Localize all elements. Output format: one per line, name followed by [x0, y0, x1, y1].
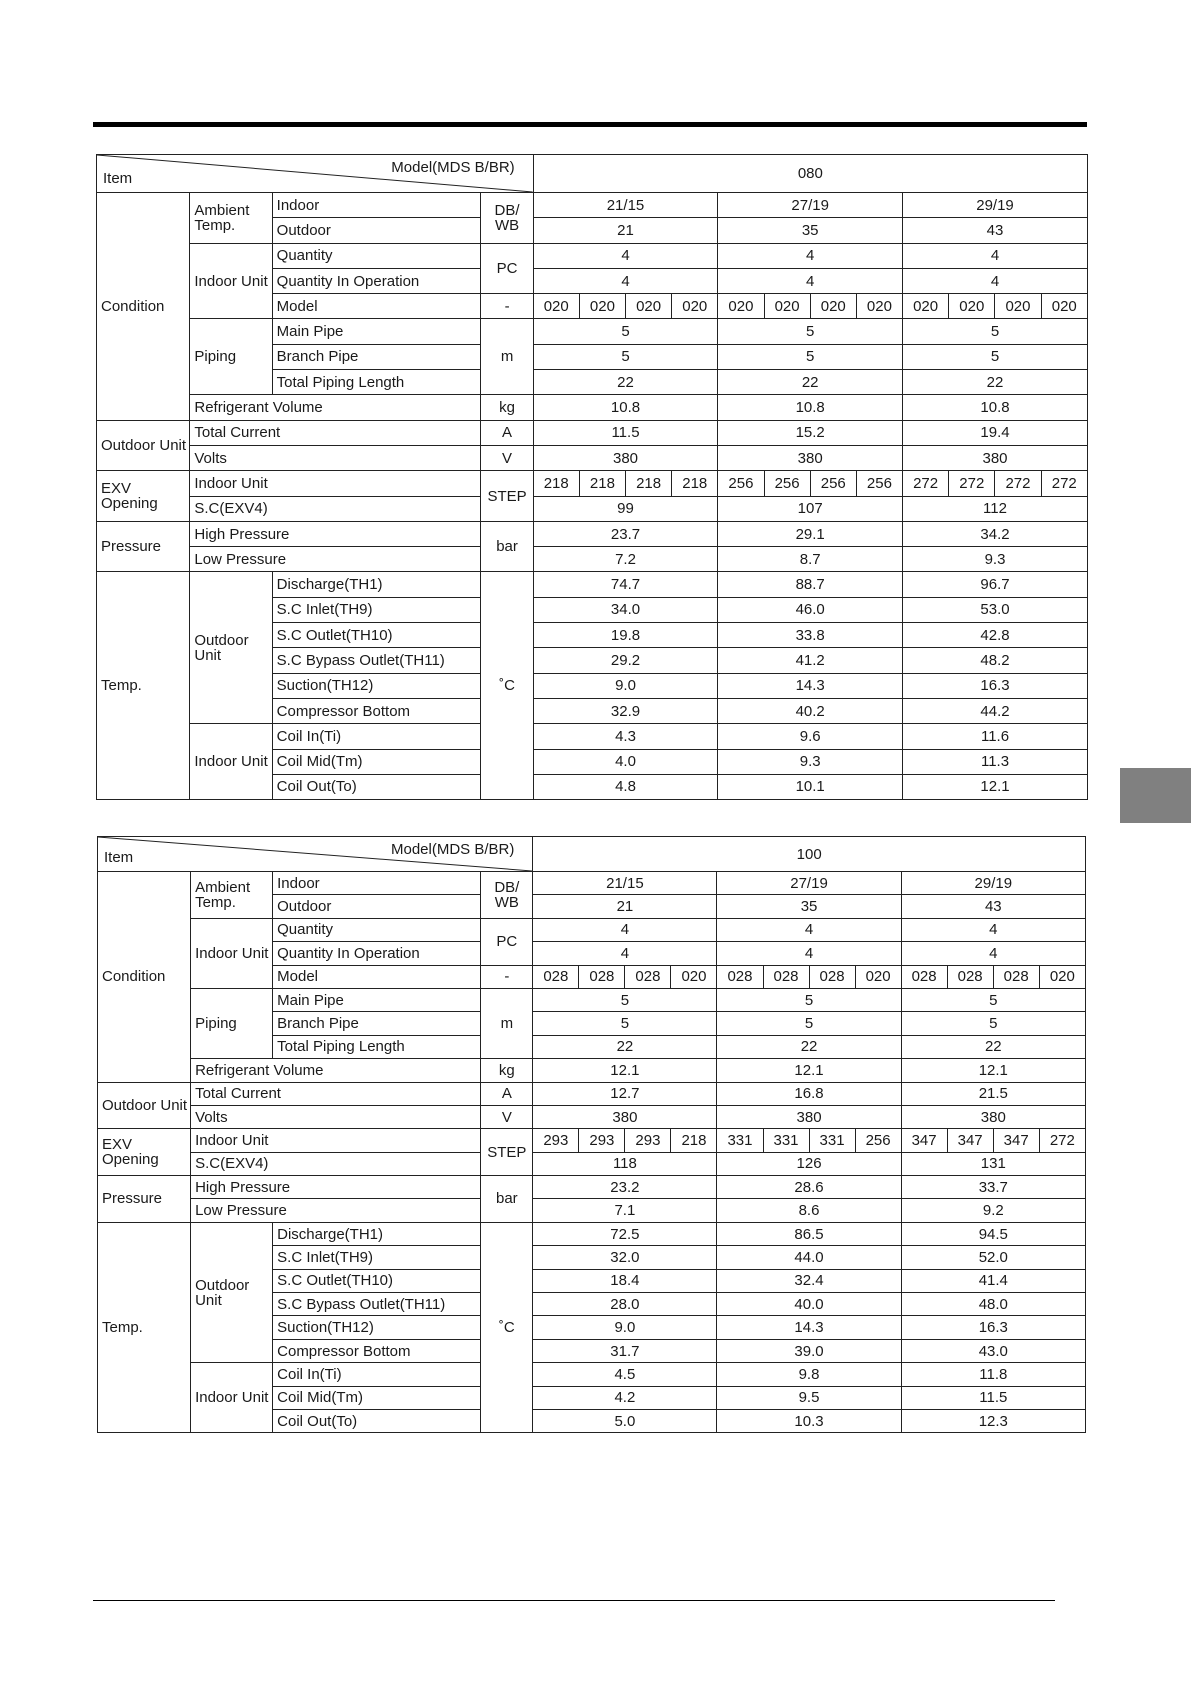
exv_sc-value: 126 — [717, 1152, 901, 1175]
row-label-branch-pipe: Branch Pipe — [272, 344, 481, 369]
model-value: 020 — [579, 294, 625, 319]
coil_out-value: 4.8 — [533, 774, 718, 799]
quantity_op-value: 4 — [533, 942, 717, 965]
refrigerant-value: 12.1 — [901, 1059, 1085, 1082]
row-label-refrigerant: Refrigerant Volume — [190, 395, 481, 420]
exv_sc-value: 118 — [533, 1152, 717, 1175]
coil_mid-value: 9.5 — [717, 1386, 901, 1409]
total_current-value: 15.2 — [718, 420, 903, 445]
row-label-suction: Suction(TH12) — [272, 673, 481, 698]
branch_pipe-value: 5 — [901, 1012, 1085, 1035]
coil_out-value: 5.0 — [533, 1409, 717, 1432]
suction-value: 16.3 — [903, 673, 1088, 698]
row-label-sc-outlet: S.C Outlet(TH10) — [273, 1269, 481, 1292]
main_pipe-value: 5 — [901, 988, 1085, 1011]
main_pipe-value: 5 — [533, 988, 717, 1011]
sc_outlet-value: 41.4 — [901, 1269, 1085, 1292]
coil_out-value: 12.3 — [901, 1409, 1085, 1432]
row-label-main-pipe: Main Pipe — [273, 988, 481, 1011]
row-label-quantity: Quantity — [272, 243, 481, 268]
exv_sc-value: 131 — [901, 1152, 1085, 1175]
unit-bar: bar — [481, 521, 533, 572]
header-item-model-cell — [98, 837, 533, 872]
row-label-suction: Suction(TH12) — [273, 1316, 481, 1339]
sc_bypass-value: 48.0 — [901, 1293, 1085, 1316]
row-label-coil-mid: Coil Mid(Tm) — [273, 1386, 481, 1409]
sc_outlet-value: 42.8 — [903, 623, 1088, 648]
low_pressure-value: 9.3 — [903, 547, 1088, 572]
exv_indoor-value: 347 — [901, 1129, 947, 1152]
coil_in-value: 4.3 — [533, 724, 718, 749]
exv_indoor-value: 272 — [903, 471, 949, 496]
spec-table-100 — [97, 836, 1086, 1433]
main_pipe-value: 5 — [533, 319, 718, 344]
row-label-indoor: Indoor — [272, 193, 481, 218]
low_pressure-value: 8.7 — [718, 547, 903, 572]
model-value: 020 — [855, 965, 901, 988]
header-item-model-cell — [97, 155, 534, 193]
volts-value: 380 — [533, 445, 718, 470]
row-label-volts: Volts — [190, 445, 481, 470]
group-exv-opening: EXV Opening — [98, 1129, 191, 1176]
quantity-value: 4 — [717, 918, 901, 941]
sc_bypass-value: 41.2 — [718, 648, 903, 673]
suction-value: 14.3 — [717, 1316, 901, 1339]
total_piping-value: 22 — [533, 1035, 717, 1058]
total_current-value: 12.7 — [533, 1082, 717, 1105]
exv_indoor-value: 218 — [671, 1129, 717, 1152]
coil_mid-value: 11.3 — [903, 749, 1088, 774]
high_pressure-value: 23.7 — [533, 521, 718, 546]
top-rule — [93, 122, 1087, 127]
branch_pipe-value: 5 — [718, 344, 903, 369]
exv_indoor-value: 293 — [533, 1129, 579, 1152]
indoor-value: 21/15 — [533, 193, 718, 218]
exv_indoor-value: 272 — [949, 471, 995, 496]
unit-dash: - — [481, 965, 533, 988]
quantity-value: 4 — [533, 918, 717, 941]
row-label-exv-sc: S.C(EXV4) — [190, 496, 481, 521]
comp_bottom-value: 31.7 — [533, 1339, 717, 1362]
indoor-value: 27/19 — [717, 872, 901, 895]
unit-m: m — [481, 988, 533, 1058]
suction-value: 9.0 — [533, 1316, 717, 1339]
coil_mid-value: 9.3 — [718, 749, 903, 774]
model-value: 028 — [901, 965, 947, 988]
group-temp-indoor-unit: Indoor Unit — [191, 1363, 273, 1433]
quantity-value: 4 — [901, 918, 1085, 941]
exv_indoor-value: 256 — [718, 471, 764, 496]
row-label-discharge: Discharge(TH1) — [272, 572, 481, 597]
group-temp-indoor-unit: Indoor Unit — [190, 724, 272, 800]
refrigerant-value: 12.1 — [533, 1059, 717, 1082]
sc_inlet-value: 32.0 — [533, 1246, 717, 1269]
quantity_op-value: 4 — [718, 268, 903, 293]
volts-value: 380 — [533, 1105, 717, 1128]
model-value: 020 — [672, 294, 718, 319]
suction-value: 9.0 — [533, 673, 718, 698]
row-label-low-pressure: Low Pressure — [191, 1199, 481, 1222]
group-condition: Condition — [97, 193, 190, 421]
high_pressure-value: 29.1 — [718, 521, 903, 546]
coil_mid-value: 4.2 — [533, 1386, 717, 1409]
sc_inlet-value: 46.0 — [718, 597, 903, 622]
model-value: 020 — [1039, 965, 1085, 988]
main_pipe-value: 5 — [718, 319, 903, 344]
quantity_op-value: 4 — [717, 942, 901, 965]
row-label-indoor: Indoor — [273, 872, 481, 895]
row-label-sc-bypass: S.C Bypass Outlet(TH11) — [272, 648, 481, 673]
coil_out-value: 10.3 — [717, 1409, 901, 1432]
sc_inlet-value: 34.0 — [533, 597, 718, 622]
coil_mid-value: 11.5 — [901, 1386, 1085, 1409]
group-pressure: Pressure — [97, 521, 190, 572]
suction-value: 14.3 — [718, 673, 903, 698]
high_pressure-value: 28.6 — [717, 1176, 901, 1199]
model-name: 100 — [533, 837, 1086, 872]
coil_in-value: 9.8 — [717, 1363, 901, 1386]
refrigerant-value: 10.8 — [903, 395, 1088, 420]
row-label-branch-pipe: Branch Pipe — [273, 1012, 481, 1035]
row-label-outdoor: Outdoor — [273, 895, 481, 918]
item-header: Item — [104, 849, 134, 866]
sc_inlet-value: 53.0 — [903, 597, 1088, 622]
row-label-exv-sc: S.C(EXV4) — [191, 1152, 481, 1175]
group-outdoor-unit: Outdoor Unit — [98, 1082, 191, 1129]
indoor-value: 29/19 — [903, 193, 1088, 218]
outdoor-value: 35 — [717, 895, 901, 918]
coil_out-value: 10.1 — [718, 774, 903, 799]
row-label-compressor-bottom: Compressor Bottom — [273, 1339, 481, 1362]
model-header: Model(MDS B/BR) — [390, 841, 515, 858]
row-label-exv-indoor: Indoor Unit — [190, 471, 481, 496]
unit-dbwb: DB/ WB — [481, 872, 533, 919]
model-value: 020 — [671, 965, 717, 988]
sc_outlet-value: 18.4 — [533, 1269, 717, 1292]
model-value: 028 — [625, 965, 671, 988]
unit-dash: - — [481, 294, 533, 319]
exv_indoor-value: 218 — [533, 471, 579, 496]
model-value: 020 — [764, 294, 810, 319]
comp_bottom-value: 43.0 — [901, 1339, 1085, 1362]
sc_inlet-value: 52.0 — [901, 1246, 1085, 1269]
comp_bottom-value: 39.0 — [717, 1339, 901, 1362]
high_pressure-value: 34.2 — [903, 521, 1088, 546]
quantity-value: 4 — [903, 243, 1088, 268]
sc_outlet-value: 19.8 — [533, 623, 718, 648]
unit-kg: kg — [481, 1059, 533, 1082]
main_pipe-value: 5 — [717, 988, 901, 1011]
exv_indoor-value: 331 — [809, 1129, 855, 1152]
unit-m: m — [481, 319, 533, 395]
exv_indoor-value: 218 — [579, 471, 625, 496]
row-label-low-pressure: Low Pressure — [190, 547, 481, 572]
coil_in-value: 11.8 — [901, 1363, 1085, 1386]
quantity_op-value: 4 — [903, 268, 1088, 293]
total_current-value: 21.5 — [901, 1082, 1085, 1105]
total_current-value: 11.5 — [533, 420, 718, 445]
row-label-discharge: Discharge(TH1) — [273, 1222, 481, 1245]
group-indoor-unit: Indoor Unit — [191, 918, 273, 988]
branch_pipe-value: 5 — [717, 1012, 901, 1035]
quantity_op-value: 4 — [533, 268, 718, 293]
model-value: 028 — [947, 965, 993, 988]
unit-pc: PC — [481, 918, 533, 965]
sc_bypass-value: 48.2 — [903, 648, 1088, 673]
exv_indoor-value: 347 — [993, 1129, 1039, 1152]
branch_pipe-value: 5 — [903, 344, 1088, 369]
spec-table-080 — [96, 154, 1088, 800]
group-piping: Piping — [190, 319, 272, 395]
model-value: 020 — [856, 294, 902, 319]
model-value: 028 — [533, 965, 579, 988]
row-label-coil-mid: Coil Mid(Tm) — [272, 749, 481, 774]
sc_bypass-value: 28.0 — [533, 1293, 717, 1316]
row-label-quantity-op: Quantity In Operation — [272, 268, 481, 293]
total_piping-value: 22 — [717, 1035, 901, 1058]
group-exv-opening: EXV Opening — [97, 471, 190, 522]
exv_indoor-value: 347 — [947, 1129, 993, 1152]
model-value: 020 — [810, 294, 856, 319]
bottom-rule — [93, 1600, 1055, 1601]
group-outdoor-unit: Outdoor Unit — [97, 420, 190, 471]
row-label-high-pressure: High Pressure — [191, 1176, 481, 1199]
low_pressure-value: 7.1 — [533, 1199, 717, 1222]
main_pipe-value: 5 — [903, 319, 1088, 344]
exv_indoor-value: 331 — [763, 1129, 809, 1152]
group-ambient-temp: Ambient Temp. — [191, 872, 273, 919]
indoor-value: 29/19 — [901, 872, 1085, 895]
model-value: 020 — [626, 294, 672, 319]
row-label-outdoor: Outdoor — [272, 218, 481, 243]
coil_in-value: 11.6 — [903, 724, 1088, 749]
discharge-value: 72.5 — [533, 1222, 717, 1245]
indoor-value: 21/15 — [533, 872, 717, 895]
refrigerant-value: 10.8 — [718, 395, 903, 420]
exv_indoor-value: 256 — [855, 1129, 901, 1152]
quantity_op-value: 4 — [901, 942, 1085, 965]
quantity-value: 4 — [718, 243, 903, 268]
unit-kg: kg — [481, 395, 533, 420]
unit-pc: PC — [481, 243, 533, 294]
high_pressure-value: 23.2 — [533, 1176, 717, 1199]
exv_indoor-value: 272 — [995, 471, 1041, 496]
volts-value: 380 — [717, 1105, 901, 1128]
outdoor-value: 43 — [903, 218, 1088, 243]
unit-a: A — [481, 420, 533, 445]
row-label-coil-out: Coil Out(To) — [273, 1409, 481, 1432]
row-label-exv-indoor: Indoor Unit — [191, 1129, 481, 1152]
row-label-compressor-bottom: Compressor Bottom — [272, 698, 481, 723]
group-indoor-unit: Indoor Unit — [190, 243, 272, 319]
volts-value: 380 — [903, 445, 1088, 470]
exv_indoor-value: 218 — [672, 471, 718, 496]
row-label-refrigerant: Refrigerant Volume — [191, 1059, 481, 1082]
row-label-sc-inlet: S.C Inlet(TH9) — [273, 1246, 481, 1269]
exv_indoor-value: 256 — [810, 471, 856, 496]
coil_mid-value: 4.0 — [533, 749, 718, 774]
unit-v: V — [481, 1105, 533, 1128]
low_pressure-value: 9.2 — [901, 1199, 1085, 1222]
exv_sc-value: 99 — [533, 496, 718, 521]
row-label-sc-outlet: S.C Outlet(TH10) — [272, 623, 481, 648]
branch_pipe-value: 5 — [533, 1012, 717, 1035]
discharge-value: 96.7 — [903, 572, 1088, 597]
comp_bottom-value: 44.2 — [903, 698, 1088, 723]
group-temp-outdoor-unit: Outdoor Unit — [190, 572, 272, 724]
row-label-quantity-op: Quantity In Operation — [273, 942, 481, 965]
refrigerant-value: 10.8 — [533, 395, 718, 420]
model-value: 020 — [718, 294, 764, 319]
model-value: 028 — [809, 965, 855, 988]
discharge-value: 74.7 — [533, 572, 718, 597]
total_piping-value: 22 — [903, 370, 1088, 395]
group-temp: Temp. — [97, 572, 190, 800]
exv_indoor-value: 293 — [579, 1129, 625, 1152]
exv_indoor-value: 293 — [625, 1129, 671, 1152]
volts-value: 380 — [718, 445, 903, 470]
indoor-value: 27/19 — [718, 193, 903, 218]
model-value: 028 — [993, 965, 1039, 988]
model-value: 020 — [949, 294, 995, 319]
group-condition: Condition — [98, 872, 191, 1083]
item-header: Item — [103, 170, 133, 187]
volts-value: 380 — [901, 1105, 1085, 1128]
row-label-coil-out: Coil Out(To) — [272, 774, 481, 799]
model-value: 028 — [763, 965, 809, 988]
group-temp: Temp. — [98, 1222, 191, 1433]
row-label-total-piping: Total Piping Length — [272, 370, 481, 395]
total_piping-value: 22 — [901, 1035, 1085, 1058]
outdoor-value: 21 — [533, 895, 717, 918]
discharge-value: 94.5 — [901, 1222, 1085, 1245]
quantity-value: 4 — [533, 243, 718, 268]
model-name: 080 — [533, 155, 1087, 193]
exv_indoor-value: 272 — [1041, 471, 1087, 496]
outdoor-value: 43 — [901, 895, 1085, 918]
row-label-sc-bypass: S.C Bypass Outlet(TH11) — [273, 1293, 481, 1316]
unit-degc: ˚C — [481, 1222, 533, 1433]
model-value: 020 — [903, 294, 949, 319]
row-label-volts: Volts — [191, 1105, 481, 1128]
row-label-sc-inlet: S.C Inlet(TH9) — [272, 597, 481, 622]
row-label-total-piping: Total Piping Length — [273, 1035, 481, 1058]
row-label-model: Model — [273, 965, 481, 988]
coil_in-value: 9.6 — [718, 724, 903, 749]
refrigerant-value: 12.1 — [717, 1059, 901, 1082]
model-value: 028 — [579, 965, 625, 988]
total_piping-value: 22 — [533, 370, 718, 395]
row-label-total-current: Total Current — [191, 1082, 481, 1105]
discharge-value: 86.5 — [717, 1222, 901, 1245]
sc_bypass-value: 40.0 — [717, 1293, 901, 1316]
low_pressure-value: 7.2 — [533, 547, 718, 572]
branch_pipe-value: 5 — [533, 344, 718, 369]
comp_bottom-value: 40.2 — [718, 698, 903, 723]
row-label-quantity: Quantity — [273, 918, 481, 941]
group-piping: Piping — [191, 988, 273, 1058]
model-value: 020 — [995, 294, 1041, 319]
total_current-value: 19.4 — [903, 420, 1088, 445]
exv_indoor-value: 256 — [856, 471, 902, 496]
total_current-value: 16.8 — [717, 1082, 901, 1105]
row-label-coil-in: Coil In(Ti) — [272, 724, 481, 749]
row-label-main-pipe: Main Pipe — [272, 319, 481, 344]
discharge-value: 88.7 — [718, 572, 903, 597]
sc_outlet-value: 32.4 — [717, 1269, 901, 1292]
chapter-tab — [1120, 768, 1191, 823]
outdoor-value: 21 — [533, 218, 718, 243]
unit-step: STEP — [481, 1129, 533, 1176]
unit-a: A — [481, 1082, 533, 1105]
high_pressure-value: 33.7 — [901, 1176, 1085, 1199]
outdoor-value: 35 — [718, 218, 903, 243]
low_pressure-value: 8.6 — [717, 1199, 901, 1222]
exv_sc-value: 112 — [903, 496, 1088, 521]
coil_in-value: 4.5 — [533, 1363, 717, 1386]
unit-bar: bar — [481, 1176, 533, 1223]
suction-value: 16.3 — [901, 1316, 1085, 1339]
row-label-model: Model — [272, 294, 481, 319]
group-temp-outdoor-unit: Outdoor Unit — [191, 1222, 273, 1362]
group-ambient-temp: Ambient Temp. — [190, 193, 272, 244]
sc_inlet-value: 44.0 — [717, 1246, 901, 1269]
model-value: 020 — [1041, 294, 1087, 319]
row-label-total-current: Total Current — [190, 420, 481, 445]
exv_indoor-value: 218 — [626, 471, 672, 496]
unit-dbwb: DB/ WB — [481, 193, 533, 244]
row-label-coil-in: Coil In(Ti) — [273, 1363, 481, 1386]
model-value: 020 — [533, 294, 579, 319]
row-label-high-pressure: High Pressure — [190, 521, 481, 546]
model-value: 028 — [717, 965, 763, 988]
unit-v: V — [481, 445, 533, 470]
coil_out-value: 12.1 — [903, 774, 1088, 799]
unit-degc: ˚C — [481, 572, 533, 800]
unit-step: STEP — [481, 471, 533, 522]
model-header: Model(MDS B/BR) — [391, 159, 515, 176]
exv_indoor-value: 272 — [1039, 1129, 1085, 1152]
exv_indoor-value: 256 — [764, 471, 810, 496]
group-pressure: Pressure — [98, 1176, 191, 1223]
exv_indoor-value: 331 — [717, 1129, 763, 1152]
exv_sc-value: 107 — [718, 496, 903, 521]
total_piping-value: 22 — [718, 370, 903, 395]
comp_bottom-value: 32.9 — [533, 698, 718, 723]
sc_outlet-value: 33.8 — [718, 623, 903, 648]
sc_bypass-value: 29.2 — [533, 648, 718, 673]
